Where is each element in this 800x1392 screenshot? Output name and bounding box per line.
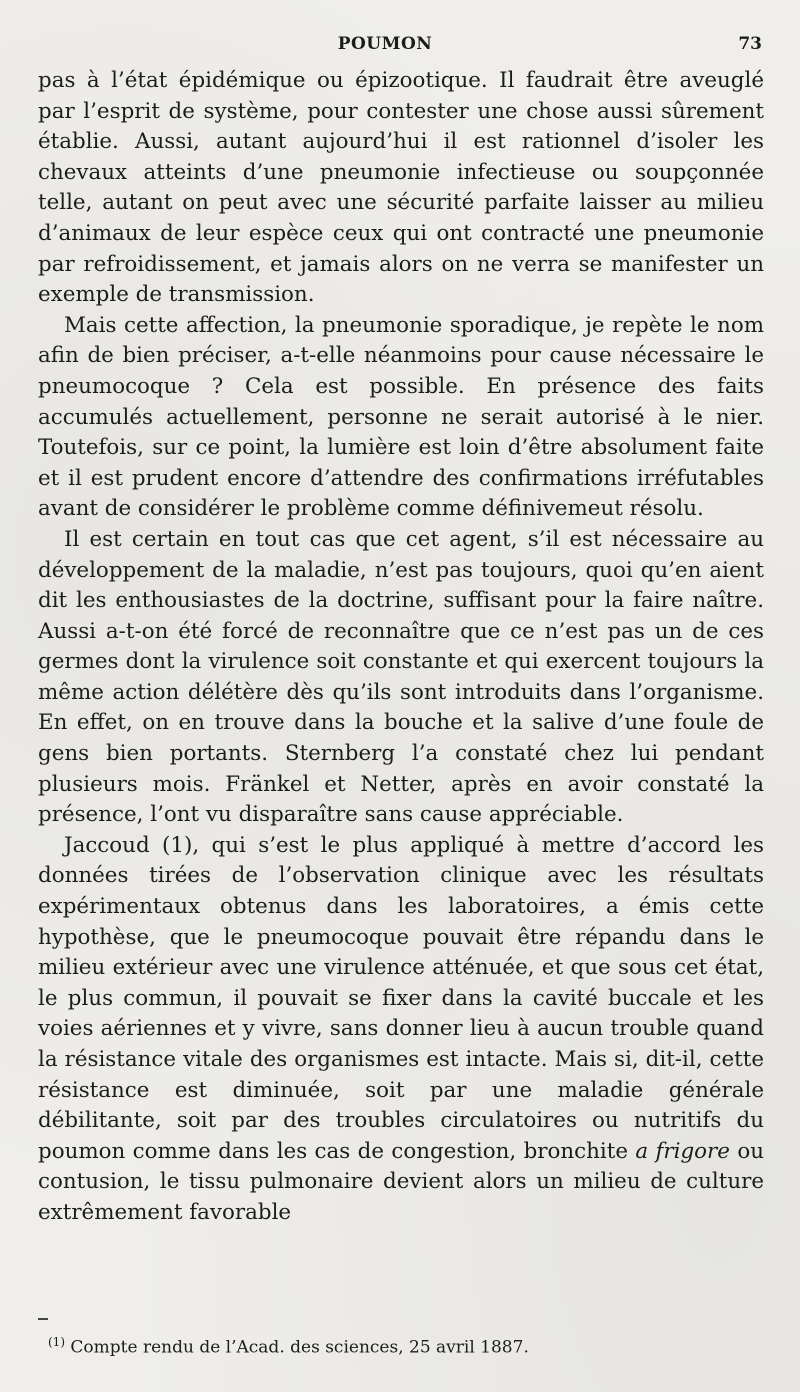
paragraph-3: Il est certain en tout cas que cet agent, s’il est nécessaire au développement de la maladie, n’est pas toujours, quoi qu’en aient dit les enthousiastes de la doctrine, suffisant pour la faire naître. Aussi a-t-on été forcé de reconnaître que ce n’est pas un de ces germes dont la virulence soit constante et qui exercent toujours la même action délétère dès qu’ils sont introduits dans l’organisme. En effet, on en trouve dans la bouche et la salive d’une foule de gens bien portants. Sternberg l’a constaté chez lui pendant plusieurs mois. Fränkel et Netter, après en avoir constaté la présence, l’ont vu disparaître sans cause appréciable. (38, 526, 764, 828)
paragraph-4-text: Jaccoud (1), qui s’est le plus appliqué à mettre d’accord les données tirées de l’observation clinique avec les résultats expérimentaux obtenus dans les laboratoires, a émis cette hypothèse, que le pneumocoque pouvait être répandu dans le milieu extérieur avec une virulence atténuée, et que sous cet état, le plus commun, il pouvait se fixer dans la cavité buccale et les voies aériennes et y vivre, sans donner lieu à aucun trouble quand la résistance vitale des organismes est intacte. Mais si, dit-il, cette résistance est diminuée, soit par une maladie générale débilitante, soit par des troubles circulatoires ou nutritifs du poumon comme dans les cas de congestion, bronchite (38, 832, 764, 1164)
footnote-marker: (1) (48, 1335, 65, 1349)
italic-phrase: a frigore (635, 1138, 730, 1164)
paragraph-4 (38, 831, 764, 1229)
running-head: POUMON (337, 34, 433, 54)
paragraph-2: Mais cette affection, la pneumonie sporadique, je repète le nom afin de bien préciser, a-t-elle néanmoins pour cause nécessaire le pneumocoque ? Cela est possible. En présence des faits accumulés actuellement, personne ne serait autorisé à le nier. Toutefois, sur ce point, la lumière est loin d’être absolument faite et il est prudent encore d’attendre des confirmations irréfutables avant de considérer le problème comme définivemeut résolu. (38, 312, 764, 522)
page-number: 73 (738, 34, 762, 54)
footnote (48, 1331, 529, 1359)
paragraph-4-text-end: ou contusion, le tissu pulmonaire devient alors un milieu de culture extrêmement favorable (38, 1138, 764, 1225)
paragraph-1: pas à l’état épidémique ou épizootique. Il faudrait être aveuglé par l’esprit de système, pour contester une chose aussi sûrement établie. Aussi, autant aujourd’hui il est rationnel d’isoler les chevaux atteints d’une pneumonie infectieuse ou soupçonnée telle, autant on peut avec une sécurité parfaite laisser au milieu d’animaux de leur espèce ceux qui ont contracté une pneumonie par refroidissement, et jamais alors on ne verra se manifester un exemple de transmission. (38, 68, 764, 308)
footnote-mark (38, 1318, 48, 1320)
footnote-text: Compte rendu de l’Acad. des sciences, 25 avril 1887. (65, 1337, 529, 1358)
page-header (38, 34, 762, 58)
body-text (38, 66, 764, 1229)
